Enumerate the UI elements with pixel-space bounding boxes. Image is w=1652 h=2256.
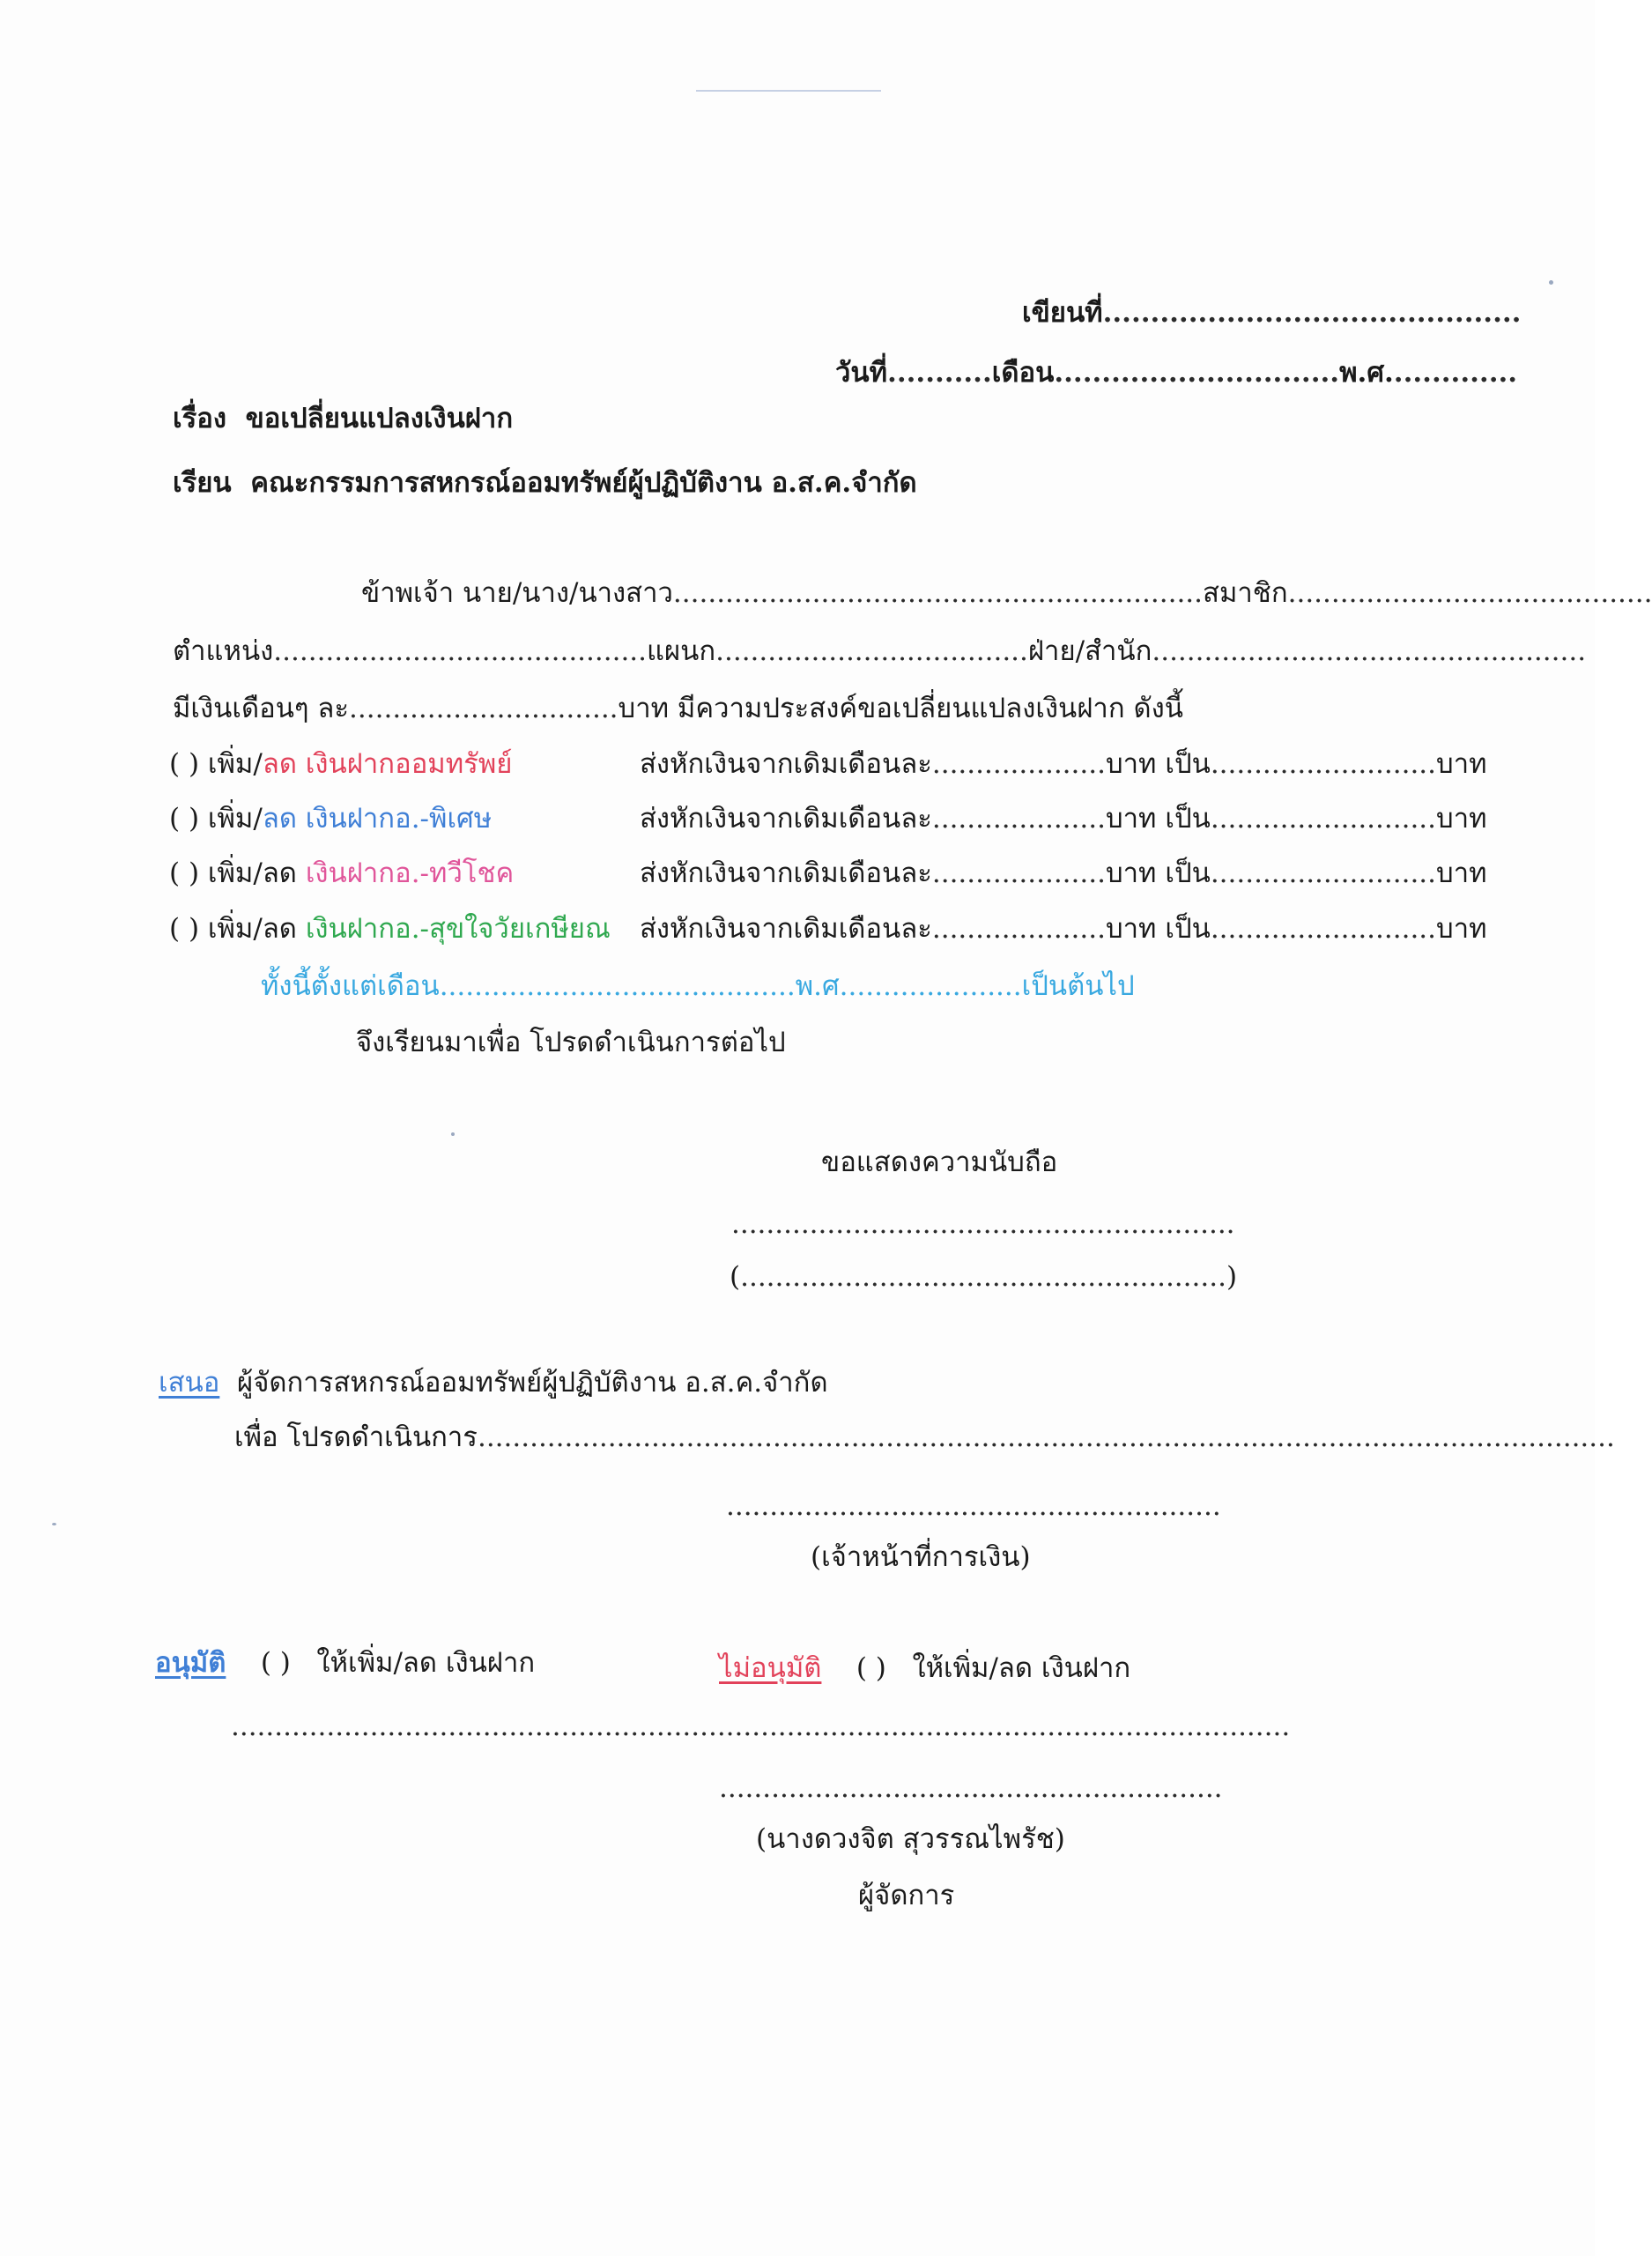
applicant-name-field[interactable]: ............................................................. [672, 577, 1204, 609]
officer-signature-field[interactable]: ......................................................... [726, 1490, 1221, 1522]
propose-label: เสนอ [159, 1367, 220, 1399]
date-line [835, 354, 1517, 391]
reject-text: ให้เพิ่ม/ลด เงินฝาก [912, 1652, 1131, 1684]
month-label: เดือน [991, 357, 1055, 389]
deposit-row-savings [169, 746, 1487, 783]
deposit-amount-group [640, 910, 1487, 947]
propose-text: ผู้จัดการสหกรณ์ออมทรัพย์ผู้ปฏิบัติงาน อ.ส.ค.จำกัด [237, 1367, 828, 1399]
deposit-row-special [169, 800, 1487, 837]
reject-checkbox[interactable]: ( ) [856, 1652, 886, 1684]
effective-line [261, 968, 1135, 1005]
to-label: เรียน [173, 467, 232, 499]
deposit-type: ลด เงินฝากออมทรัพย์ [262, 748, 513, 780]
deposit-type: ลด เงินฝากอ.-พิเศษ [262, 803, 493, 835]
new-amount-field[interactable]: .......................... [1210, 803, 1437, 835]
old-amount-field[interactable]: .................... [931, 803, 1106, 835]
propose-action-label: เพื่อ โปรดดำเนินการ [234, 1421, 478, 1453]
manager-title-line [858, 1877, 954, 1914]
signature-line [731, 1206, 1235, 1243]
respect-line [821, 1144, 1057, 1181]
year-field[interactable]: ............. [1393, 357, 1518, 389]
deposit-row-taweechoke [169, 855, 1487, 892]
propose-action-line [234, 1419, 1615, 1456]
member-number-field[interactable]: .......................................... [1287, 577, 1652, 609]
signer-name-field[interactable]: ........................................................ [740, 1261, 1226, 1293]
baht-to-label: บาท เป็น [1105, 857, 1211, 889]
day-field[interactable]: ........... [887, 357, 992, 389]
propose-action-field[interactable]: ................................................................................................................................... [477, 1421, 1615, 1453]
signature-field[interactable]: .......................................................... [731, 1208, 1235, 1240]
scan-speck [451, 1132, 455, 1136]
body-line-3 [173, 690, 1183, 727]
baht-label: บาท [1436, 803, 1487, 835]
approve-checkbox[interactable]: ( ) [260, 1647, 291, 1679]
old-amount-field[interactable]: .................... [931, 913, 1106, 945]
baht-to-label: บาท เป็น [1105, 748, 1211, 780]
body-line-1 [361, 575, 1652, 612]
deposit-prefix: เพิ่ม/ลด [207, 913, 306, 945]
applicant-label: ข้าพเจ้า นาย/นาง/นางสาว [361, 577, 673, 609]
salary-label: มีเงินเดือนๆ ละ [173, 693, 350, 724]
effective-label: ทั้งนี้ตั้งแต่เดือน [261, 970, 440, 1002]
approve-label: อนุมัติ [155, 1647, 226, 1679]
deposit-type: เงินฝากอ.-ทวีโชค [305, 857, 515, 889]
manager-name-line [756, 1821, 1065, 1858]
old-amount-field[interactable]: .................... [931, 748, 1106, 780]
salary-field[interactable]: ............................... [349, 693, 619, 724]
propose-line [159, 1364, 828, 1401]
paren-open: ( [730, 1261, 741, 1293]
closing-line [356, 1024, 786, 1061]
reject-group [719, 1650, 1130, 1687]
deposit-row-retirement [169, 910, 1487, 947]
baht-label: บาท [1436, 748, 1487, 780]
deposit-prefix: เพิ่ม/ [207, 748, 263, 780]
baht-to-label: บาท เป็น [1105, 913, 1211, 945]
baht-label: บาท [1436, 913, 1487, 945]
member-label: สมาชิก [1203, 577, 1288, 609]
division-field[interactable]: .................................................. [1152, 635, 1587, 667]
month-field[interactable]: .............................. [1054, 357, 1340, 389]
effective-year-label: พ.ศ. [795, 970, 848, 1002]
deposit-amount-group [640, 855, 1487, 892]
to-line [173, 464, 917, 501]
remark-field[interactable]: .......................................................................................................................... [231, 1711, 1291, 1742]
subject-line [173, 400, 513, 437]
officer-title: (เจ้าหน้าที่การเงิน) [811, 1541, 1031, 1573]
scan-speck [1549, 280, 1553, 285]
manager-title: ผู้จัดการ [858, 1880, 955, 1911]
checkbox[interactable]: ( ) [169, 913, 200, 945]
officer-title-line [811, 1539, 1031, 1576]
closing-text: จึงเรียนมาเพื่อ โปรดดำเนินการต่อไป [356, 1027, 786, 1058]
officer-signature-line [726, 1488, 1221, 1525]
position-label: ตำแหน่ง [173, 635, 274, 667]
deposit-type: เงินฝากอ.-สุขใจวัยเกษียณ [305, 913, 611, 945]
checkbox[interactable]: ( ) [169, 857, 200, 889]
position-field[interactable]: ........................................... [273, 635, 648, 667]
paren-close: ) [1226, 1261, 1238, 1293]
signer-name-line [730, 1258, 1237, 1295]
deposit-prefix: เพิ่ม/ [207, 803, 263, 835]
manager-signature-line [719, 1770, 1223, 1807]
written-at-field[interactable]: ............................................ [1102, 297, 1522, 329]
written-at-label: เขียนที่ [1022, 297, 1103, 329]
effective-year-field[interactable]: .................... [848, 970, 1022, 1002]
effective-suffix: เป็นต้นไป [1021, 970, 1135, 1002]
subject-text: ขอเปลี่ยนแปลงเงินฝาก [245, 403, 514, 434]
checkbox[interactable]: ( ) [169, 803, 200, 835]
deposit-amount-group [640, 800, 1487, 837]
approve-text: ให้เพิ่ม/ลด เงินฝาก [316, 1647, 536, 1679]
remark-line [231, 1708, 1290, 1745]
manager-name: (นางดวงจิต สุวรรณไพรัช) [756, 1823, 1065, 1855]
scan-speck [52, 1523, 56, 1525]
deposit-amount-group [640, 746, 1487, 783]
purpose-text: บาท มีความประสงค์ขอเปลี่ยนแปลงเงินฝาก ดังนี้ [618, 693, 1183, 724]
deposit-desc: ส่งหักเงินจากเดิมเดือนละ [640, 803, 932, 835]
to-text: คณะกรรมการสหกรณ์ออมทรัพย์ผู้ปฏิบัติงาน อ.ส.ค.จำกัด [250, 467, 917, 499]
scan-mark [696, 90, 881, 92]
section-field[interactable]: .................................... [715, 635, 1028, 667]
year-label: พ.ศ. [1339, 357, 1394, 389]
section-label: แผนก [647, 635, 716, 667]
new-amount-field[interactable]: .......................... [1210, 748, 1437, 780]
effective-month-field[interactable]: ......................................... [439, 970, 796, 1002]
manager-signature-field[interactable]: .......................................................... [719, 1772, 1223, 1804]
baht-to-label: บาท เป็น [1105, 803, 1211, 835]
new-amount-field[interactable]: .......................... [1210, 857, 1437, 889]
subject-label: เรื่อง [173, 403, 227, 434]
baht-label: บาท [1436, 857, 1487, 889]
checkbox[interactable]: ( ) [169, 748, 200, 780]
respect-text: ขอแสดงความนับถือ [821, 1147, 1058, 1178]
deposit-prefix: เพิ่ม/ลด [207, 857, 306, 889]
new-amount-field[interactable]: .......................... [1210, 913, 1437, 945]
approve-group [155, 1644, 535, 1681]
deposit-desc: ส่งหักเงินจากเดิมเดือนละ [640, 913, 932, 945]
division-label: ฝ่าย/สำนัก [1027, 635, 1152, 667]
body-line-2 [173, 633, 1586, 670]
reject-label: ไม่อนุมัติ [719, 1652, 822, 1684]
deposit-desc: ส่งหักเงินจากเดิมเดือนละ [640, 748, 932, 780]
written-at-line [1022, 294, 1521, 331]
deposit-desc: ส่งหักเงินจากเดิมเดือนละ [640, 857, 932, 889]
old-amount-field[interactable]: .................... [931, 857, 1106, 889]
day-label: วันที่ [835, 357, 888, 389]
